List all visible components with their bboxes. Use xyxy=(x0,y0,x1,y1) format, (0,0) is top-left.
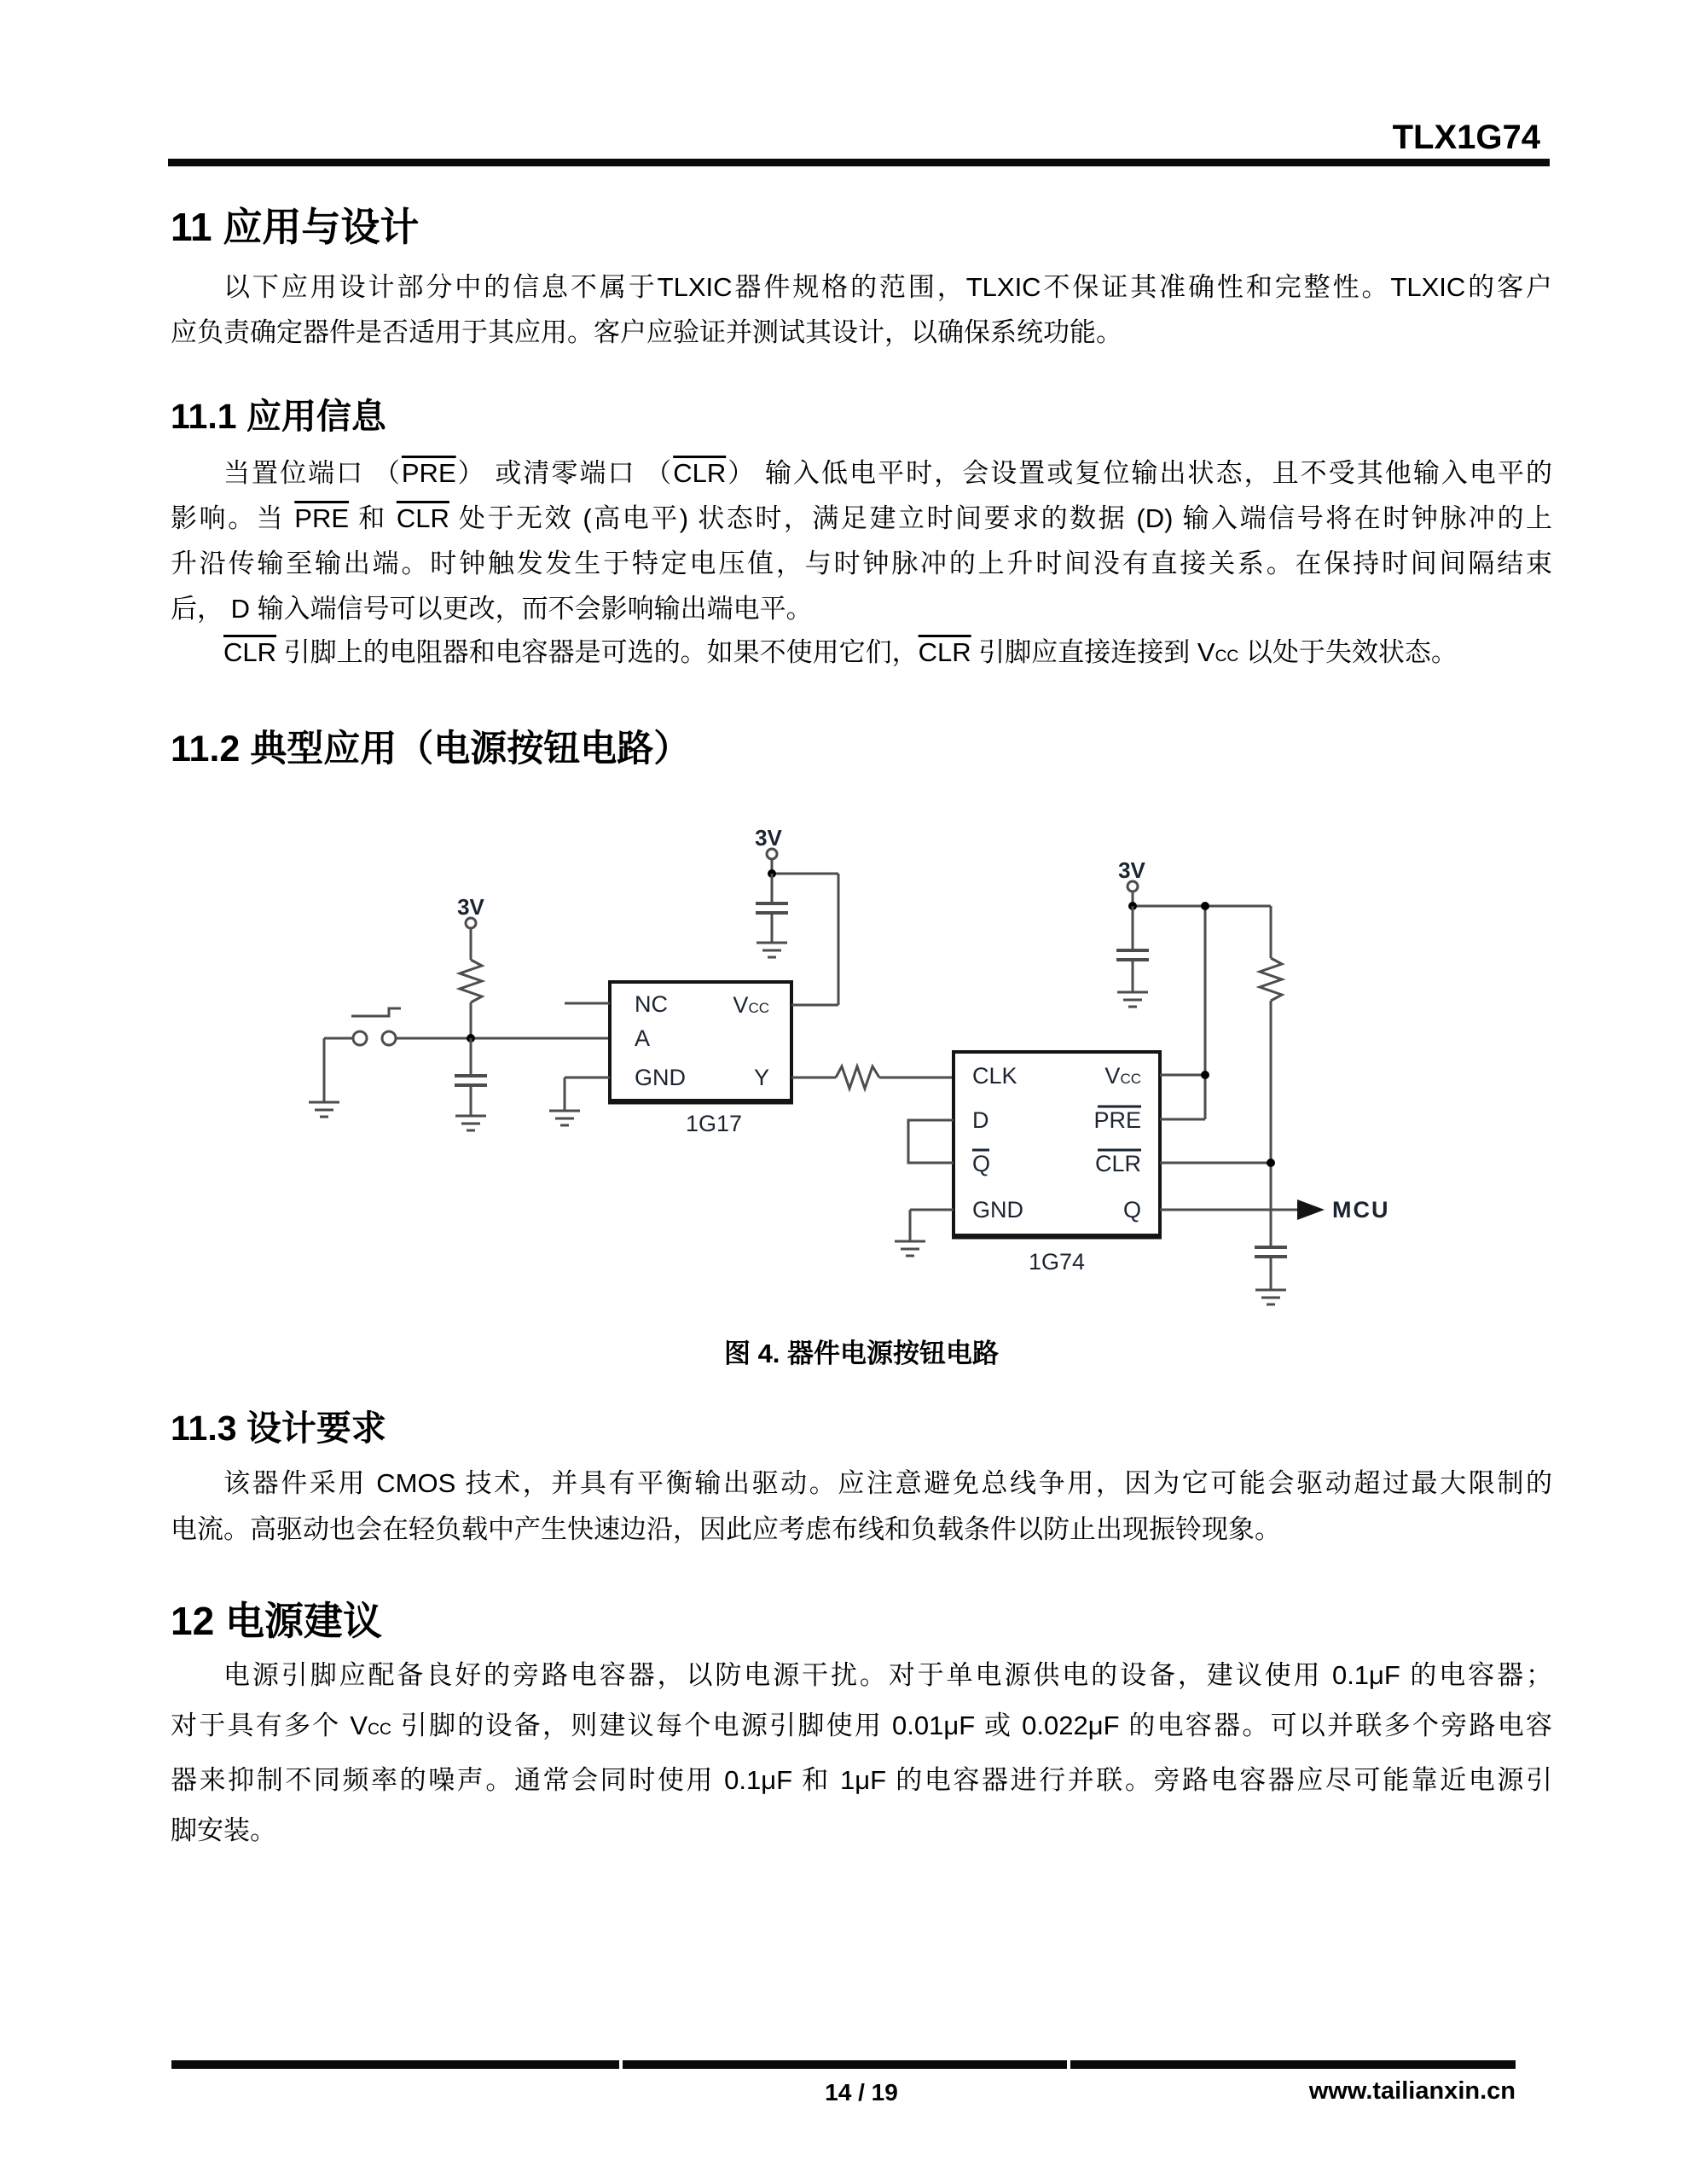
ic-1g17-stubs xyxy=(565,1003,610,1111)
page-number: 14 / 19 xyxy=(825,2079,898,2106)
ground-icon xyxy=(895,1241,925,1256)
junction-dot xyxy=(1267,1159,1275,1167)
pin-label-pre: PRE xyxy=(1093,1107,1141,1133)
ground-icon xyxy=(757,943,787,957)
ground-icon xyxy=(1117,992,1148,1007)
pullup-resistor-icon xyxy=(460,960,482,1002)
power-button-circuit-figure xyxy=(0,810,1687,1331)
debounce-capacitor-icon xyxy=(455,1038,487,1116)
text-line: 电流。高驱动也会在轻负载中产生快速边沿，因此应考虑布线和负载条件以防止出现振铃现象。 xyxy=(171,1514,1281,1544)
mcu-label: MCU xyxy=(1332,1197,1390,1223)
pin-label-q: Q xyxy=(1122,1197,1141,1223)
footer-website: www.tailianxin.cn xyxy=(1308,2077,1516,2105)
ground-icon xyxy=(455,1116,486,1130)
pin-label-clr: CLR xyxy=(1094,1151,1141,1176)
clr-rc-branch xyxy=(1160,906,1287,1290)
supply-label: 3V xyxy=(1118,857,1145,883)
section-11-1-heading: 11.1 应用信息 xyxy=(171,397,386,436)
text-line: $\overline{CLR}$ 引脚上的电阻器和电容器是可选的。如果不使用它们，$\overline{CLR}$ 引脚应直接连接到 VCC 以处于失效状态。 xyxy=(223,637,1458,667)
text-line: 后， D 输入端信号可以更改，而不会影响输出端电平。 xyxy=(171,594,813,624)
junction-dot xyxy=(1201,902,1209,910)
pin-label-d: D xyxy=(972,1107,989,1133)
section-11-heading: 11 应用与设计 xyxy=(171,205,420,249)
bypass-capacitor-icon xyxy=(756,874,788,943)
bypass-capacitor-icon xyxy=(1116,906,1149,992)
page-title: TLX1G74 xyxy=(1392,119,1540,156)
clr-pullup-resistor-icon xyxy=(1260,958,1282,1001)
footer-rule-segment xyxy=(623,2060,1067,2069)
pin-label-y: Y xyxy=(753,1065,769,1090)
section-11-paragraph xyxy=(171,264,1552,355)
section-11-1-paragraph-2 xyxy=(171,630,1552,679)
pin-label-vcc: VCC xyxy=(733,992,769,1018)
pin-label-vcc: VCC xyxy=(1104,1063,1141,1089)
text-line: 电源引脚应配备良好的旁路电容器，以防电源干扰。对于单电源供电的设备，建议使用 0.1μF 的电容器； xyxy=(223,1660,1552,1690)
section-11-1-paragraph-1 xyxy=(171,450,1552,631)
ic-1g74-gnd-stub xyxy=(910,1210,954,1241)
pin-label-a: A xyxy=(635,1025,651,1051)
text-line: 脚安装。 xyxy=(171,1815,276,1845)
d-qbar-feedback-loop xyxy=(908,1120,954,1163)
header-rule xyxy=(168,159,1550,166)
text-line: 器来抑制不同频率的噪声。通常会同时使用 0.1μF 和 1μF 的电容器进行并联。旁路电容器应尽可能靠近电源引 xyxy=(171,1765,1552,1795)
junction-dot xyxy=(1201,1071,1209,1079)
text-line: 当置位端口 $(\overline{PRE})$ 或清零端口 $(\overline{CLR})$ 输入低电平时，会设置或复位输出状态，且不受其他输入电平的 xyxy=(223,458,1552,488)
pin-label-qbar: Q xyxy=(972,1151,991,1176)
left-supply-branch xyxy=(397,918,610,1076)
text-line: 应负责确定器件是否适用于其应用。客户应验证并测试其设计，以确保系统功能。 xyxy=(171,317,1122,347)
pin-label-gnd: GND xyxy=(635,1065,686,1090)
footer-rule-segment xyxy=(1070,2060,1516,2069)
supply-label: 3V xyxy=(755,825,782,851)
section-11-2-heading: 11.2 典型应用（电源按钮电路） xyxy=(171,729,691,770)
ic-1g74-name: 1G74 xyxy=(1028,1249,1086,1275)
pin-label-nc: NC xyxy=(635,991,668,1017)
text-line: 对于具有多个 VCC 引脚的设备，则建议每个电源引脚使用 0.01μF 或 0.022μF 的电容器。可以并联多个旁路电容 xyxy=(171,1711,1552,1740)
text-line: 升沿传输至输出端。时钟触发发生于特定电压值，与时钟脉冲的上升时间没有直接关系。在保持时间间隔结束 xyxy=(171,549,1552,578)
ground-icon xyxy=(549,1111,580,1125)
ic-1g17-name: 1G17 xyxy=(685,1111,743,1136)
section-12-heading: 12 电源建议 xyxy=(171,1599,382,1643)
section-11-3-paragraph xyxy=(171,1461,1552,1553)
series-resistor-icon xyxy=(836,1066,879,1089)
section-11-3-heading: 11.3 设计要求 xyxy=(171,1409,386,1448)
pin-label-gnd: GND xyxy=(972,1197,1023,1223)
pushbutton-icon xyxy=(324,1008,401,1102)
pin-label-clk: CLK xyxy=(972,1063,1017,1089)
text-line: 该器件采用 CMOS 技术，并具有平衡输出驱动。应注意避免总线争用，因为它可能会驱动超过最大限制的 xyxy=(223,1468,1552,1498)
figure-caption: 图 4. 器件电源按钮电路 xyxy=(723,1339,1000,1368)
ground-icon xyxy=(309,1102,339,1117)
arrow-icon xyxy=(1297,1199,1325,1220)
supply-label: 3V xyxy=(457,894,484,920)
series-resistor-link xyxy=(791,1066,954,1089)
footer-rule-segment xyxy=(171,2060,619,2069)
text-line: 影响。当 $\overline{PRE}$ 和 $\overline{CLR}$ 处于无效 (高电平) 状态时，满足建立时间要求的数据 (D) 输入端信号将在时钟脉冲的上 xyxy=(171,503,1552,533)
text-line: 以下应用设计部分中的信息不属于TLXIC器件规格的范围，TLXIC不保证其准确性和完整性。TLXIC的客户 xyxy=(223,272,1552,302)
ground-icon xyxy=(1255,1290,1286,1304)
section-12-paragraph xyxy=(171,1650,1552,1856)
